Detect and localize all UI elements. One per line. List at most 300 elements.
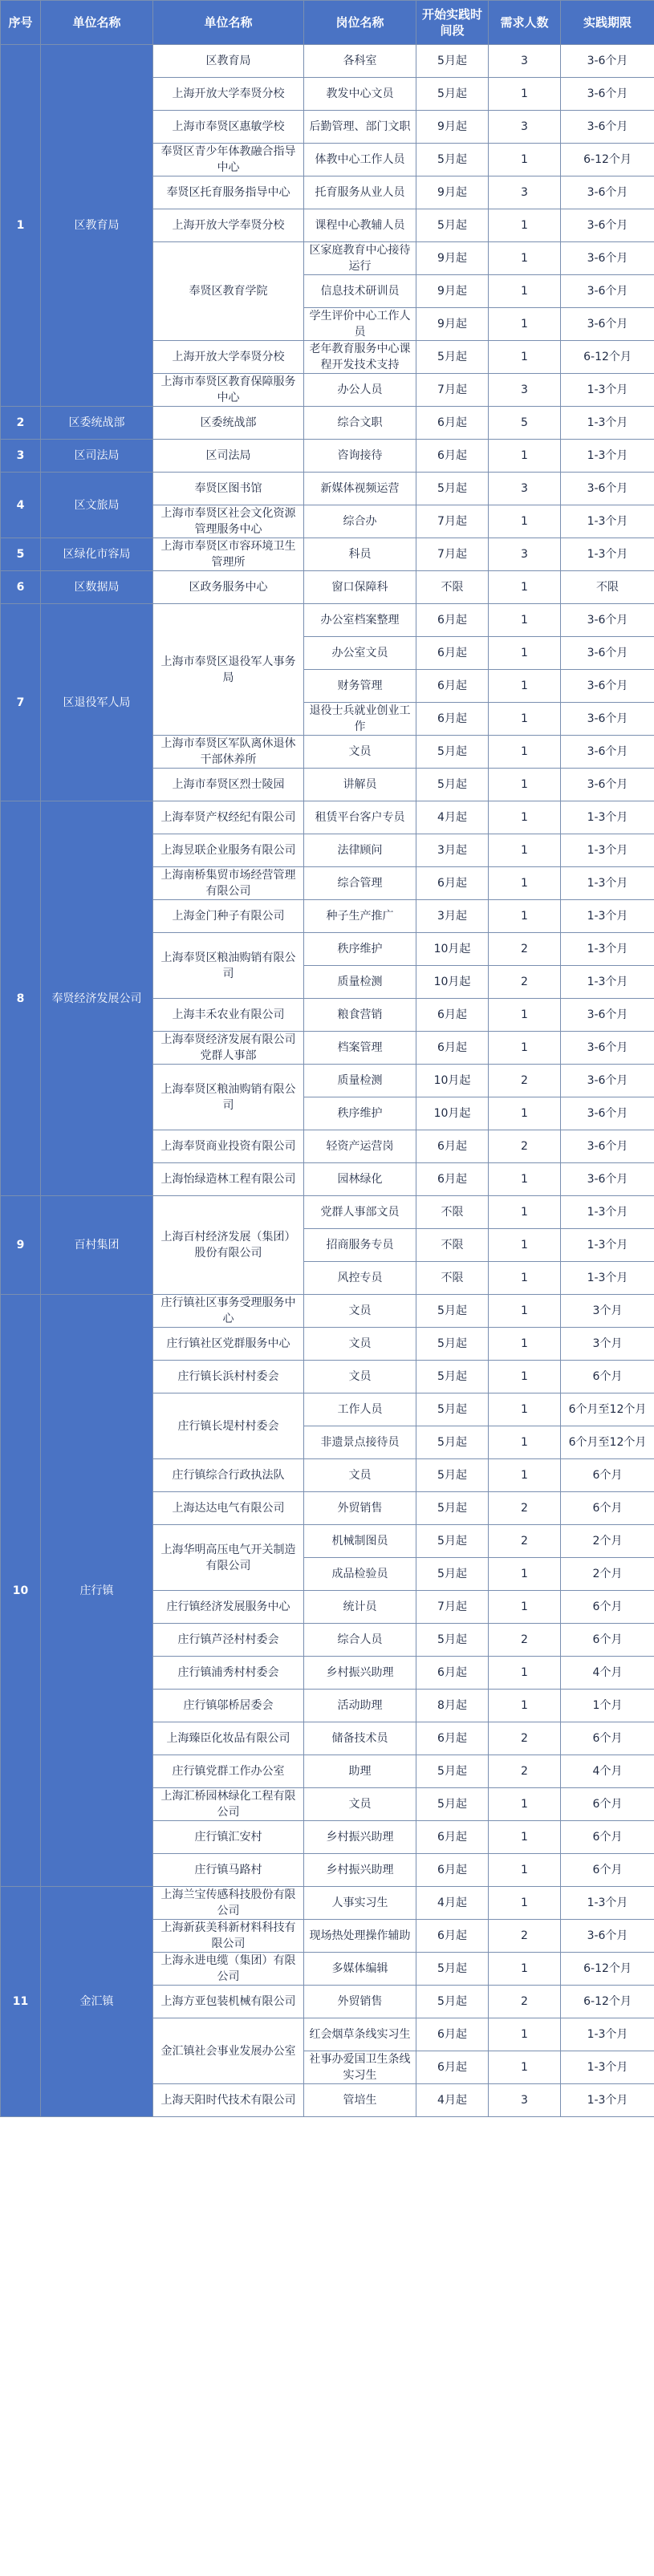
- position-name: 各科室: [304, 45, 416, 78]
- unit-name: 区绿化市容局: [41, 538, 153, 571]
- row-seq: 4: [1, 473, 41, 538]
- sub-unit-name: 庄行镇社区党群服务中心: [153, 1328, 304, 1361]
- practice-term: 3-6个月: [561, 703, 654, 736]
- table-row: [1, 440, 654, 473]
- unit-name: 百村集团: [41, 1196, 153, 1295]
- position-name: 秩序维护: [304, 1097, 416, 1130]
- table-header-row: [1, 1, 654, 45]
- headcount: 1: [489, 703, 561, 736]
- start-time: 5月起: [416, 78, 489, 111]
- start-time: 6月起: [416, 604, 489, 637]
- position-name: 质量检测: [304, 966, 416, 999]
- practice-term: 3-6个月: [561, 1065, 654, 1097]
- position-name: 管培生: [304, 2084, 416, 2117]
- unit-name: 庄行镇: [41, 1295, 153, 1887]
- sub-unit-name: 上海奉贤商业投资有限公司: [153, 1130, 304, 1163]
- headcount: 1: [489, 1361, 561, 1393]
- practice-term: 1-3个月: [561, 440, 654, 473]
- position-name: 课程中心教辅人员: [304, 209, 416, 242]
- sub-unit-name: 庄行镇浦秀村村委会: [153, 1657, 304, 1690]
- table-row: [1, 473, 654, 505]
- practice-term: 1-3个月: [561, 1229, 654, 1262]
- headcount: 3: [489, 111, 561, 144]
- headcount: 1: [489, 242, 561, 275]
- sub-unit-name: 上海奉贤经济发展有限公司党群人事部: [153, 1032, 304, 1065]
- headcount: 1: [489, 1953, 561, 1986]
- practice-term: 1-3个月: [561, 538, 654, 571]
- row-seq: 9: [1, 1196, 41, 1295]
- headcount: 1: [489, 604, 561, 637]
- position-name: 新媒体视频运营: [304, 473, 416, 505]
- start-time: 6月起: [416, 1920, 489, 1953]
- headcount: 1: [489, 1657, 561, 1690]
- sub-unit-name: 奉贤区托育服务指导中心: [153, 176, 304, 209]
- position-name: 综合管理: [304, 867, 416, 900]
- headcount: 3: [489, 374, 561, 407]
- practice-term: 3-6个月: [561, 1130, 654, 1163]
- sub-unit-name: 上海市奉贤区军队离休退休干部休养所: [153, 736, 304, 769]
- sub-unit-name: 区司法局: [153, 440, 304, 473]
- table-row: [1, 1887, 654, 1920]
- start-time: 4月起: [416, 801, 489, 834]
- practice-term: 3-6个月: [561, 604, 654, 637]
- position-name: 工作人员: [304, 1393, 416, 1426]
- headcount: 1: [489, 1097, 561, 1130]
- start-time: 9月起: [416, 176, 489, 209]
- position-name: 文员: [304, 1459, 416, 1492]
- practice-term: 3-6个月: [561, 1097, 654, 1130]
- position-name: 红会烟草条线实习生: [304, 2018, 416, 2051]
- start-time: 5月起: [416, 736, 489, 769]
- start-time: 6月起: [416, 1130, 489, 1163]
- headcount: 1: [489, 769, 561, 801]
- sub-unit-name: 上海市奉贤区教育保障服务中心: [153, 374, 304, 407]
- position-name: 乡村振兴助理: [304, 1854, 416, 1887]
- start-time: 6月起: [416, 1854, 489, 1887]
- position-name: 粮食营销: [304, 999, 416, 1032]
- practice-term: 1个月: [561, 1690, 654, 1722]
- headcount: 1: [489, 1196, 561, 1229]
- position-name: 文员: [304, 736, 416, 769]
- header-unit: 单位名称: [41, 1, 153, 45]
- start-time: 5月起: [416, 1953, 489, 1986]
- position-name: 乡村振兴助理: [304, 1657, 416, 1690]
- start-time: 7月起: [416, 538, 489, 571]
- start-time: 4月起: [416, 2084, 489, 2117]
- practice-term: 6个月: [561, 1459, 654, 1492]
- start-time: 5月起: [416, 1986, 489, 2018]
- position-name: 办公室文员: [304, 637, 416, 670]
- start-time: 5月起: [416, 1755, 489, 1788]
- headcount: 1: [489, 834, 561, 867]
- position-name: 租赁平台客户专员: [304, 801, 416, 834]
- start-time: 5月起: [416, 1328, 489, 1361]
- headcount: 3: [489, 2084, 561, 2117]
- headcount: 2: [489, 1986, 561, 2018]
- practice-term: 3-6个月: [561, 308, 654, 341]
- start-time: 6月起: [416, 1032, 489, 1065]
- start-time: 5月起: [416, 1492, 489, 1525]
- practice-term: 1-3个月: [561, 374, 654, 407]
- start-time: 10月起: [416, 966, 489, 999]
- practice-term: 1-3个月: [561, 834, 654, 867]
- position-name: 托育服务从业人员: [304, 176, 416, 209]
- start-time: 不限: [416, 1196, 489, 1229]
- sub-unit-name: 金汇镇社会事业发展办公室: [153, 2018, 304, 2084]
- start-time: 3月起: [416, 900, 489, 933]
- headcount: 1: [489, 867, 561, 900]
- headcount: 2: [489, 1065, 561, 1097]
- start-time: 6月起: [416, 407, 489, 440]
- practice-term: 3-6个月: [561, 769, 654, 801]
- position-name: 多媒体编辑: [304, 1953, 416, 1986]
- sub-unit-name: 上海百村经济发展（集团）股份有限公司: [153, 1196, 304, 1295]
- position-name: 机械制图员: [304, 1525, 416, 1558]
- headcount: 1: [489, 1821, 561, 1854]
- sub-unit-name: 庄行镇社区事务受理服务中心: [153, 1295, 304, 1328]
- sub-unit-name: 庄行镇马路村: [153, 1854, 304, 1887]
- position-name: 统计员: [304, 1591, 416, 1624]
- headcount: 1: [489, 2018, 561, 2051]
- start-time: 不限: [416, 1262, 489, 1295]
- practice-term: 3-6个月: [561, 111, 654, 144]
- headcount: 5: [489, 407, 561, 440]
- practice-term: 1-3个月: [561, 1196, 654, 1229]
- sub-unit-name: 上海开放大学奉贤分校: [153, 78, 304, 111]
- start-time: 5月起: [416, 769, 489, 801]
- start-time: 不限: [416, 1229, 489, 1262]
- sub-unit-name: 上海金门种子有限公司: [153, 900, 304, 933]
- headcount: 1: [489, 1788, 561, 1821]
- start-time: 7月起: [416, 374, 489, 407]
- headcount: 1: [489, 1558, 561, 1591]
- sub-unit-name: 上海市奉贤区社会文化资源管理服务中心: [153, 505, 304, 538]
- unit-name: 区退役军人局: [41, 604, 153, 801]
- practice-term: 3个月: [561, 1328, 654, 1361]
- headcount: 1: [489, 440, 561, 473]
- row-seq: 3: [1, 440, 41, 473]
- practice-term: 1-3个月: [561, 2084, 654, 2117]
- practice-term: 3-6个月: [561, 736, 654, 769]
- practice-term: 3-6个月: [561, 1163, 654, 1196]
- sub-unit-name: 上海新荻美科新材料科技有限公司: [153, 1920, 304, 1953]
- practice-term: 1-3个月: [561, 900, 654, 933]
- start-time: 5月起: [416, 473, 489, 505]
- headcount: 1: [489, 1262, 561, 1295]
- start-time: 6月起: [416, 867, 489, 900]
- sub-unit-name: 上海方亚包装机械有限公司: [153, 1986, 304, 2018]
- sub-unit-name: 庄行镇党群工作办公室: [153, 1755, 304, 1788]
- sub-unit-name: 区教育局: [153, 45, 304, 78]
- start-time: 6月起: [416, 1163, 489, 1196]
- sub-unit-name: 奉贤区青少年体教融合指导中心: [153, 144, 304, 176]
- position-name: 乡村振兴助理: [304, 1821, 416, 1854]
- sub-unit-name: 区政务服务中心: [153, 571, 304, 604]
- headcount: 2: [489, 1492, 561, 1525]
- headcount: 1: [489, 1295, 561, 1328]
- practice-term: 6个月至12个月: [561, 1426, 654, 1459]
- headcount: 2: [489, 1624, 561, 1657]
- sub-unit-name: 上海汇桥园林绿化工程有限公司: [153, 1788, 304, 1821]
- position-name: 文员: [304, 1361, 416, 1393]
- headcount: 1: [489, 2051, 561, 2084]
- practice-term: 3-6个月: [561, 275, 654, 308]
- headcount: 1: [489, 1229, 561, 1262]
- position-name: 学生评价中心工作人员: [304, 308, 416, 341]
- start-time: 9月起: [416, 111, 489, 144]
- headcount: 1: [489, 1690, 561, 1722]
- position-name: 体教中心工作人员: [304, 144, 416, 176]
- practice-term: 1-3个月: [561, 407, 654, 440]
- practice-term: 6个月: [561, 1722, 654, 1755]
- position-name: 讲解员: [304, 769, 416, 801]
- start-time: 10月起: [416, 1097, 489, 1130]
- practice-term: 6个月: [561, 1492, 654, 1525]
- start-time: 不限: [416, 571, 489, 604]
- headcount: 1: [489, 1887, 561, 1920]
- headcount: 1: [489, 505, 561, 538]
- sub-unit-name: 上海市奉贤区烈士陵园: [153, 769, 304, 801]
- start-time: 6月起: [416, 637, 489, 670]
- headcount: 2: [489, 1920, 561, 1953]
- practice-term: 3-6个月: [561, 45, 654, 78]
- headcount: 1: [489, 900, 561, 933]
- practice-term: 6个月至12个月: [561, 1393, 654, 1426]
- headcount: 1: [489, 78, 561, 111]
- start-time: 5月起: [416, 1558, 489, 1591]
- start-time: 9月起: [416, 308, 489, 341]
- practice-term: 1-3个月: [561, 505, 654, 538]
- practice-term: 1-3个月: [561, 2018, 654, 2051]
- headcount: 1: [489, 1163, 561, 1196]
- position-name: 社事办爱国卫生条线实习生: [304, 2051, 416, 2084]
- practice-term: 1-3个月: [561, 2051, 654, 2084]
- start-time: 6月起: [416, 2018, 489, 2051]
- position-name: 风控专员: [304, 1262, 416, 1295]
- row-seq: 10: [1, 1295, 41, 1887]
- position-name: 质量检测: [304, 1065, 416, 1097]
- sub-unit-name: 上海天阳时代技术有限公司: [153, 2084, 304, 2117]
- position-name: 招商服务专员: [304, 1229, 416, 1262]
- position-name: 文员: [304, 1328, 416, 1361]
- headcount: 2: [489, 1722, 561, 1755]
- sub-unit-name: 庄行镇综合行政执法队: [153, 1459, 304, 1492]
- position-name: 轻资产运营岗: [304, 1130, 416, 1163]
- headcount: 1: [489, 801, 561, 834]
- unit-name: 区教育局: [41, 45, 153, 407]
- practice-term: 2个月: [561, 1558, 654, 1591]
- headcount: 1: [489, 341, 561, 374]
- position-name: 种子生产推广: [304, 900, 416, 933]
- headcount: 2: [489, 1130, 561, 1163]
- headcount: 1: [489, 209, 561, 242]
- headcount: 1: [489, 736, 561, 769]
- headcount: 1: [489, 1393, 561, 1426]
- start-time: 6月起: [416, 1821, 489, 1854]
- headcount: 1: [489, 275, 561, 308]
- position-name: 综合文职: [304, 407, 416, 440]
- practice-term: 3-6个月: [561, 78, 654, 111]
- practice-term: 6个月: [561, 1788, 654, 1821]
- practice-term: 6个月: [561, 1624, 654, 1657]
- row-seq: 8: [1, 801, 41, 1196]
- table-row: [1, 45, 654, 78]
- start-time: 8月起: [416, 1690, 489, 1722]
- header-start-time: 开始实践时间段: [416, 1, 489, 45]
- practice-term: 4个月: [561, 1657, 654, 1690]
- start-time: 4月起: [416, 1887, 489, 1920]
- position-name: 现场热处理操作辅助: [304, 1920, 416, 1953]
- position-name: 档案管理: [304, 1032, 416, 1065]
- practice-term: 3-6个月: [561, 242, 654, 275]
- headcount: 1: [489, 999, 561, 1032]
- headcount: 3: [489, 176, 561, 209]
- sub-unit-name: 庄行镇长浜村村委会: [153, 1361, 304, 1393]
- position-name: 老年教育服务中心课程开发技术支持: [304, 341, 416, 374]
- practice-term: 6个月: [561, 1854, 654, 1887]
- practice-term: 6-12个月: [561, 1953, 654, 1986]
- practice-term: 不限: [561, 571, 654, 604]
- headcount: 3: [489, 473, 561, 505]
- start-time: 7月起: [416, 505, 489, 538]
- headcount: 1: [489, 1854, 561, 1887]
- headcount: 2: [489, 1525, 561, 1558]
- start-time: 5月起: [416, 209, 489, 242]
- header-headcount: 需求人数: [489, 1, 561, 45]
- start-time: 5月起: [416, 1788, 489, 1821]
- sub-unit-name: 上海市奉贤区市容环境卫生管理所: [153, 538, 304, 571]
- sub-unit-name: 庄行镇经济发展服务中心: [153, 1591, 304, 1624]
- start-time: 6月起: [416, 440, 489, 473]
- practice-term: 6个月: [561, 1591, 654, 1624]
- headcount: 3: [489, 538, 561, 571]
- unit-name: 区司法局: [41, 440, 153, 473]
- sub-unit-name: 上海奉贤产权经纪有限公司: [153, 801, 304, 834]
- position-name: 咨询接待: [304, 440, 416, 473]
- practice-term: 1-3个月: [561, 1262, 654, 1295]
- sub-unit-name: 上海奉贤区粮油购销有限公司: [153, 933, 304, 999]
- start-time: 5月起: [416, 45, 489, 78]
- start-time: 6月起: [416, 1657, 489, 1690]
- practice-term: 1-3个月: [561, 801, 654, 834]
- practice-term: 3-6个月: [561, 1032, 654, 1065]
- table-row: [1, 604, 654, 637]
- header-position: 岗位名称: [304, 1, 416, 45]
- position-name: 园林绿化: [304, 1163, 416, 1196]
- start-time: 9月起: [416, 242, 489, 275]
- position-name: 党群人事部文员: [304, 1196, 416, 1229]
- start-time: 10月起: [416, 1065, 489, 1097]
- sub-unit-name: 上海兰宝传感科技股份有限公司: [153, 1887, 304, 1920]
- start-time: 5月起: [416, 1361, 489, 1393]
- headcount: 2: [489, 966, 561, 999]
- start-time: 5月起: [416, 1295, 489, 1328]
- headcount: 3: [489, 45, 561, 78]
- start-time: 5月起: [416, 1525, 489, 1558]
- practice-term: 3-6个月: [561, 209, 654, 242]
- sub-unit-name: 庄行镇长堤村村委会: [153, 1393, 304, 1459]
- position-name: 文员: [304, 1788, 416, 1821]
- practice-term: 1-3个月: [561, 966, 654, 999]
- start-time: 9月起: [416, 275, 489, 308]
- position-name: 储备技术员: [304, 1722, 416, 1755]
- start-time: 5月起: [416, 1624, 489, 1657]
- sub-unit-name: 上海怡绿造林工程有限公司: [153, 1163, 304, 1196]
- headcount: 1: [489, 571, 561, 604]
- headcount: 2: [489, 1755, 561, 1788]
- position-name: 文员: [304, 1295, 416, 1328]
- sub-unit-name: 庄行镇芦泾村村委会: [153, 1624, 304, 1657]
- unit-name: 区文旅局: [41, 473, 153, 538]
- start-time: 6月起: [416, 2051, 489, 2084]
- position-name: 信息技术研训员: [304, 275, 416, 308]
- unit-name: 区委统战部: [41, 407, 153, 440]
- headcount: 1: [489, 637, 561, 670]
- practice-term: 3-6个月: [561, 999, 654, 1032]
- table-row: [1, 801, 654, 834]
- header-seq: 序号: [1, 1, 41, 45]
- position-name: 科员: [304, 538, 416, 571]
- headcount: 1: [489, 670, 561, 703]
- start-time: 5月起: [416, 341, 489, 374]
- position-name: 助理: [304, 1755, 416, 1788]
- position-name: 退役士兵就业创业工作: [304, 703, 416, 736]
- position-name: 人事实习生: [304, 1887, 416, 1920]
- practice-term: 1-3个月: [561, 867, 654, 900]
- practice-term: 3个月: [561, 1295, 654, 1328]
- headcount: 1: [489, 1591, 561, 1624]
- start-time: 10月起: [416, 933, 489, 966]
- practice-term: 3-6个月: [561, 1920, 654, 1953]
- position-name: 办公室档案整理: [304, 604, 416, 637]
- sub-unit-name: 奉贤区图书馆: [153, 473, 304, 505]
- position-name: 外贸销售: [304, 1492, 416, 1525]
- row-seq: 11: [1, 1887, 41, 2117]
- position-name: 综合人员: [304, 1624, 416, 1657]
- table-row: [1, 538, 654, 571]
- practice-term: 3-6个月: [561, 670, 654, 703]
- sub-unit-name: 区委统战部: [153, 407, 304, 440]
- practice-term: 4个月: [561, 1755, 654, 1788]
- practice-term: 2个月: [561, 1525, 654, 1558]
- position-name: 教发中心文员: [304, 78, 416, 111]
- sub-unit-name: 上海市奉贤区退役军人事务局: [153, 604, 304, 736]
- row-seq: 5: [1, 538, 41, 571]
- start-time: 3月起: [416, 834, 489, 867]
- headcount: 1: [489, 1032, 561, 1065]
- sub-unit-name: 上海丰禾农业有限公司: [153, 999, 304, 1032]
- position-name: 财务管理: [304, 670, 416, 703]
- sub-unit-name: 上海华明高压电气开关制造有限公司: [153, 1525, 304, 1591]
- row-seq: 1: [1, 45, 41, 407]
- row-seq: 6: [1, 571, 41, 604]
- practice-term: 1-3个月: [561, 1887, 654, 1920]
- practice-term: 1-3个月: [561, 933, 654, 966]
- sub-unit-name: 上海开放大学奉贤分校: [153, 209, 304, 242]
- unit-name: 奉贤经济发展公司: [41, 801, 153, 1196]
- sub-unit-name: 上海永进电缆（集团）有限公司: [153, 1953, 304, 1986]
- start-time: 5月起: [416, 144, 489, 176]
- position-name: 法律顾问: [304, 834, 416, 867]
- practice-term: 3-6个月: [561, 176, 654, 209]
- position-name: 综合办: [304, 505, 416, 538]
- headcount: 1: [489, 1328, 561, 1361]
- position-name: 非遗景点接待员: [304, 1426, 416, 1459]
- practice-term: 6个月: [561, 1361, 654, 1393]
- table-row: [1, 1196, 654, 1229]
- table-row: [1, 1295, 654, 1328]
- sub-unit-name: 奉贤区教育学院: [153, 242, 304, 341]
